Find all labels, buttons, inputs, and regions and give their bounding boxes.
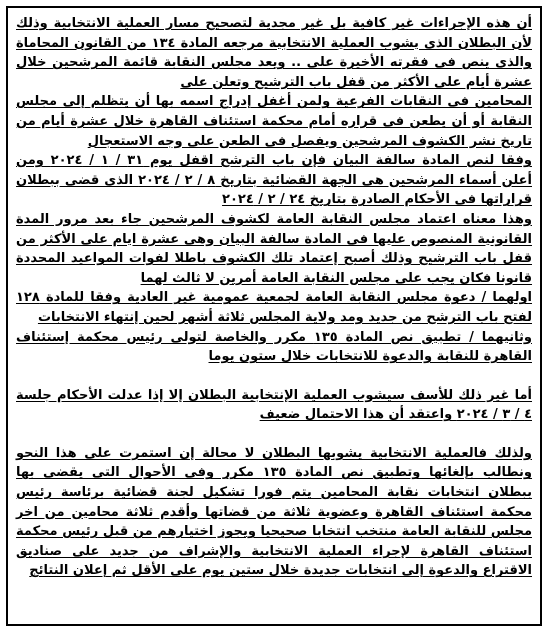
paragraph-conclusion-demands: ولذلك فالعملية الانتخابية يشوبها البطلان لا محالة إن استمرت على هذا النحو ونطالب بإلغائها وتطبيق نص المادة ١٣٥ مكرر وفى الأحوال التى يقضى بها ببطلان انتخابات نقابة المحامين يتم فورا تشكيل لجنة قضائية برئاسة رئيس محكمة استئناف القاهرة وعضوية ثلاثة من قضاتها وأقدم ثلاثة محامين من اخر مجلس للنقابة العامة منتخب انتخابا صحيحيا ويجوز اختيارهم من قبل رئيس محكمة استئناف القاهرة لإجراء العملية الانتخابية والإشراف من جديد على صناديق الاقتراع والدعوة إلى انتخابات جديدة خلال ستين يوم على الأقل ثم إعلان النتائج — [16, 445, 533, 579]
paragraph-procedures-insufficient: أن هذه الإجراءات غير كافية بل غير مجدية لتصحيح مسار العملية الانتخابية وذلك لأن البطلان الذى يشوب العملية الانتخابية مرجعه المادة ١٣٤ من القانون المحاماة والذى ينص فى فقرته الأخيرة على .. ويعد مجلس النقابة قائمة المرشحين خلال عشرة أيام على الأكثر من قفل باب الترشيح وتعلن على — [16, 16, 532, 90]
paragraph-nomination-dates: وفقا لنص المادة سالفة البيان فإن باب الترشح اقفل يوم ٣١ / ١ / ٢٠٢٤ ومن أعلن أسماء المرشحين هى الجهة القضائية بتاريخ ٨ / ٢ / ٢٠٢٤ الذى قضى ببطلان قراراتها فى الأحكام الصادرة بتاريخ ٢٤ / ٢ / ٢٠٢٤ — [16, 153, 532, 208]
paragraph-otherwise-void: أما غير ذلك للأسف سيشوب العملية الإنتخابية البطلان إلا إذا عدلت الأحكام جلسة ٤ / ٣ / ٢٠٢٤ واعتقد أن هذا الاحتمال ضعيف — [16, 387, 532, 423]
paragraph-lawyers-grievance: المحامين فى النقابات الفرعية ولمن أغفل إدراج اسمه بها أن يتظلم إلى مجلس النقابة أو أن يطعن فى قراره أمام محكمة استئناف القاهرة خلال عشرة أيام من تاريخ نشر الكشوف المرشحين ويفصل فى الطعن على وجه الاستعجال — [16, 94, 532, 149]
paragraph-spacer — [16, 425, 532, 444]
document-page — [6, 6, 542, 626]
paragraph-second-option: وثانيهما / تطبيق نص المادة ١٣٥ مكرر والخاصة لتولى رئيس محكمة إستئناف القاهرة للنقابة والدعوة للانتخابات خلال ستون يوما — [16, 329, 532, 365]
paragraph-spacer — [16, 367, 532, 386]
paragraph-first-option: اولهما / دعوة مجلس النقابة العامة لجمعية عمومية غير العادية وفقا للمادة ١٢٨ لفتح باب الترشح من جديد ومد ولاية المجلس ثلاثة أشهر لحين إنتهاء الانتخابات — [16, 290, 532, 325]
paragraph-council-approval-invalid: وهذا معناه اعتماد مجلس النقابة العامة لكشوف المرشحين جاء بعد مرور المدة القانونية المنصوص عليها فى المادة سالفة البيان وهى عشرة ايام على الأكثر من قفل باب الترشيح وذلك أصبح إعتماد تلك الكشوف باطلا لفوات المواعيد المحددة قانونا فكان يجب على مجلس النقابة العامة أمرين لا ثالث لهما — [16, 211, 532, 286]
